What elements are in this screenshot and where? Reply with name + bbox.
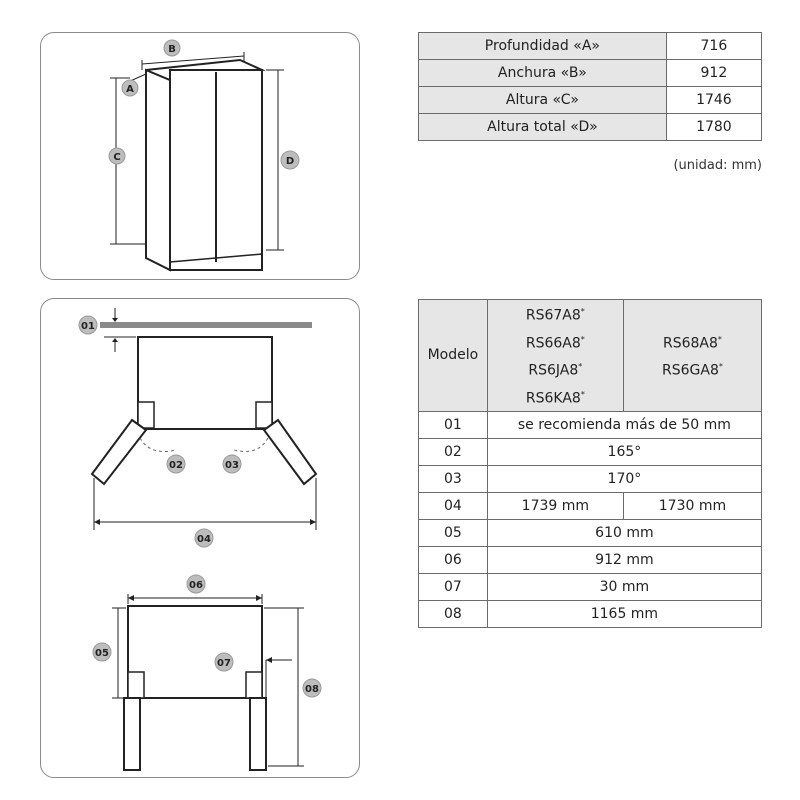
header-modelo: Modelo [419,300,488,412]
dim-label: Altura total «D» [419,114,667,141]
model-asterisk: * [718,362,723,372]
label-01: 01 [81,321,95,332]
row-value-group-2: 1730 mm [623,492,761,519]
dim-value: 1780 [666,114,761,141]
table-row [419,546,762,573]
label-04: 04 [197,534,211,545]
model-name: RS6JA8 [528,362,579,379]
table-row [419,519,762,546]
row-id: 03 [419,465,488,492]
row-value: 165° [487,438,761,465]
table-row [419,465,762,492]
label-b: B [168,44,176,55]
row-id: 02 [419,438,488,465]
table-row [419,600,762,627]
table-row [419,411,762,438]
row-id: 04 [419,492,488,519]
label-03: 03 [225,460,239,471]
row-value: 610 mm [487,519,761,546]
model-asterisk: * [578,362,583,372]
row-value: 170° [487,465,761,492]
fridge-top-view [138,337,272,429]
table-header-row [419,300,762,412]
model-name: RS67A8 [525,307,581,324]
table-row [419,492,762,519]
label-07: 07 [217,658,231,669]
row-id: 06 [419,546,488,573]
dim-label: Anchura «B» [419,60,667,87]
row-id: 07 [419,573,488,600]
row-value: 30 mm [487,573,761,600]
label-06: 06 [189,580,203,591]
model-name: RS6GA8 [662,362,719,379]
left-door-open [124,698,140,770]
left-door [92,420,146,484]
row-value: 1165 mm [487,600,761,627]
label-c: C [113,152,121,163]
model-asterisk: * [580,334,585,344]
table-row [419,438,762,465]
model-asterisk: * [580,389,585,399]
label-08: 08 [305,684,319,695]
dim-value: 1746 [666,87,761,114]
row-value: se recomienda más de 50 mm [487,411,761,438]
model-name: RS6KA8 [525,390,581,407]
model-name: RS68A8 [662,335,718,352]
label-d: D [285,156,295,167]
row-value: 912 mm [487,546,761,573]
row-id: 01 [419,411,488,438]
unit-note: (unidad: mm) [673,158,762,173]
model-name: RS66A8 [525,335,581,352]
dim-label: Altura «C» [419,87,667,114]
model-asterisk: * [580,307,585,316]
row-id: 05 [419,519,488,546]
row-id: 08 [419,600,488,627]
fridge-lower-view [128,606,262,698]
label-05: 05 [95,648,109,659]
dim-label: Profundidad «A» [419,33,667,60]
label-a: A [126,84,134,95]
table-row [419,573,762,600]
row-value-group-1: 1739 mm [487,492,623,519]
label-02: 02 [169,460,183,471]
right-door-open [250,698,266,770]
header-model-group-2 [623,300,761,412]
header-model-group-1 [487,300,623,412]
right-door [264,420,316,484]
dim-value: 716 [666,33,761,60]
dim-value: 912 [666,60,761,87]
clearance-table [418,299,762,628]
model-asterisk: * [717,334,722,344]
